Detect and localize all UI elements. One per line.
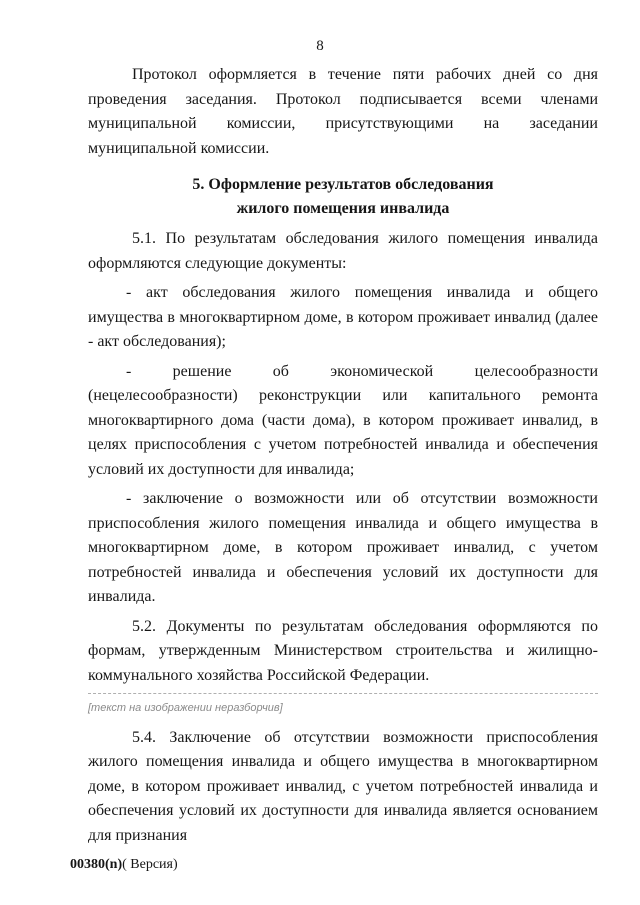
list-item-conclusion: - заключение о возможности или об отсутствии возможности приспособления жилого помещения инвалида и общего имущества в многоквартирном доме, в котором проживает инвалид, с учетом потребностей инвалида и обеспечения условий их доступности для инвалида.	[88, 490, 598, 605]
page-number: 8	[316, 38, 324, 54]
footer-version-label: ( Версия)	[122, 857, 178, 872]
list-item-act: - акт обследования жилого помещения инвалида и общего имущества в многоквартирном доме, в котором проживает инвалид (далее - акт обследования);	[88, 284, 598, 350]
footer-code: 00380(n)	[70, 857, 123, 872]
section-heading-line-2: жилого помещения инвалида	[236, 200, 450, 217]
paragraph-5-1: 5.1. По результатам обследования жилого помещения инвалида оформляются следующие документы:	[88, 230, 598, 272]
section-heading	[88, 173, 598, 221]
list-item-decision: - решение об экономической целесообразности (нецелесообразности) реконструкции или капитального ремонта многоквартирного дома (части дома), в котором проживает инвалид, в целях приспособления с учетом потребностей инвалида и обеспечения условий их доступности для инвалида;	[88, 362, 598, 478]
paragraph-5-4: 5.4. Заключение об отсутствии возможности приспособления жилого помещения инвалида и общего имущества в многоквартирном доме, в котором проживает инвалид, с учетом потребностей инвалида и обеспечения условий их доступности для инвалида является основанием для признания	[88, 728, 598, 844]
paragraph-protocol: Протокол оформляется в течение пяти рабочих дней со дня проведения заседания. Протокол подписывается всеми членами муниципальной комиссии, присутствующими на заседании муниципальной комиссии.	[88, 66, 598, 157]
footer-version	[70, 857, 178, 873]
illegible-gap-note: [текст на изображении неразборчив]	[88, 693, 598, 721]
section-heading-line-1: 5. Оформление результатов обследования	[192, 176, 494, 193]
paragraph-5-2: 5.2. Документы по результатам обследования оформляются по формам, утвержденным Министерством строительства и жилищно-коммунального хозяйства Российской Федерации.	[88, 617, 598, 684]
document-body	[88, 63, 598, 853]
